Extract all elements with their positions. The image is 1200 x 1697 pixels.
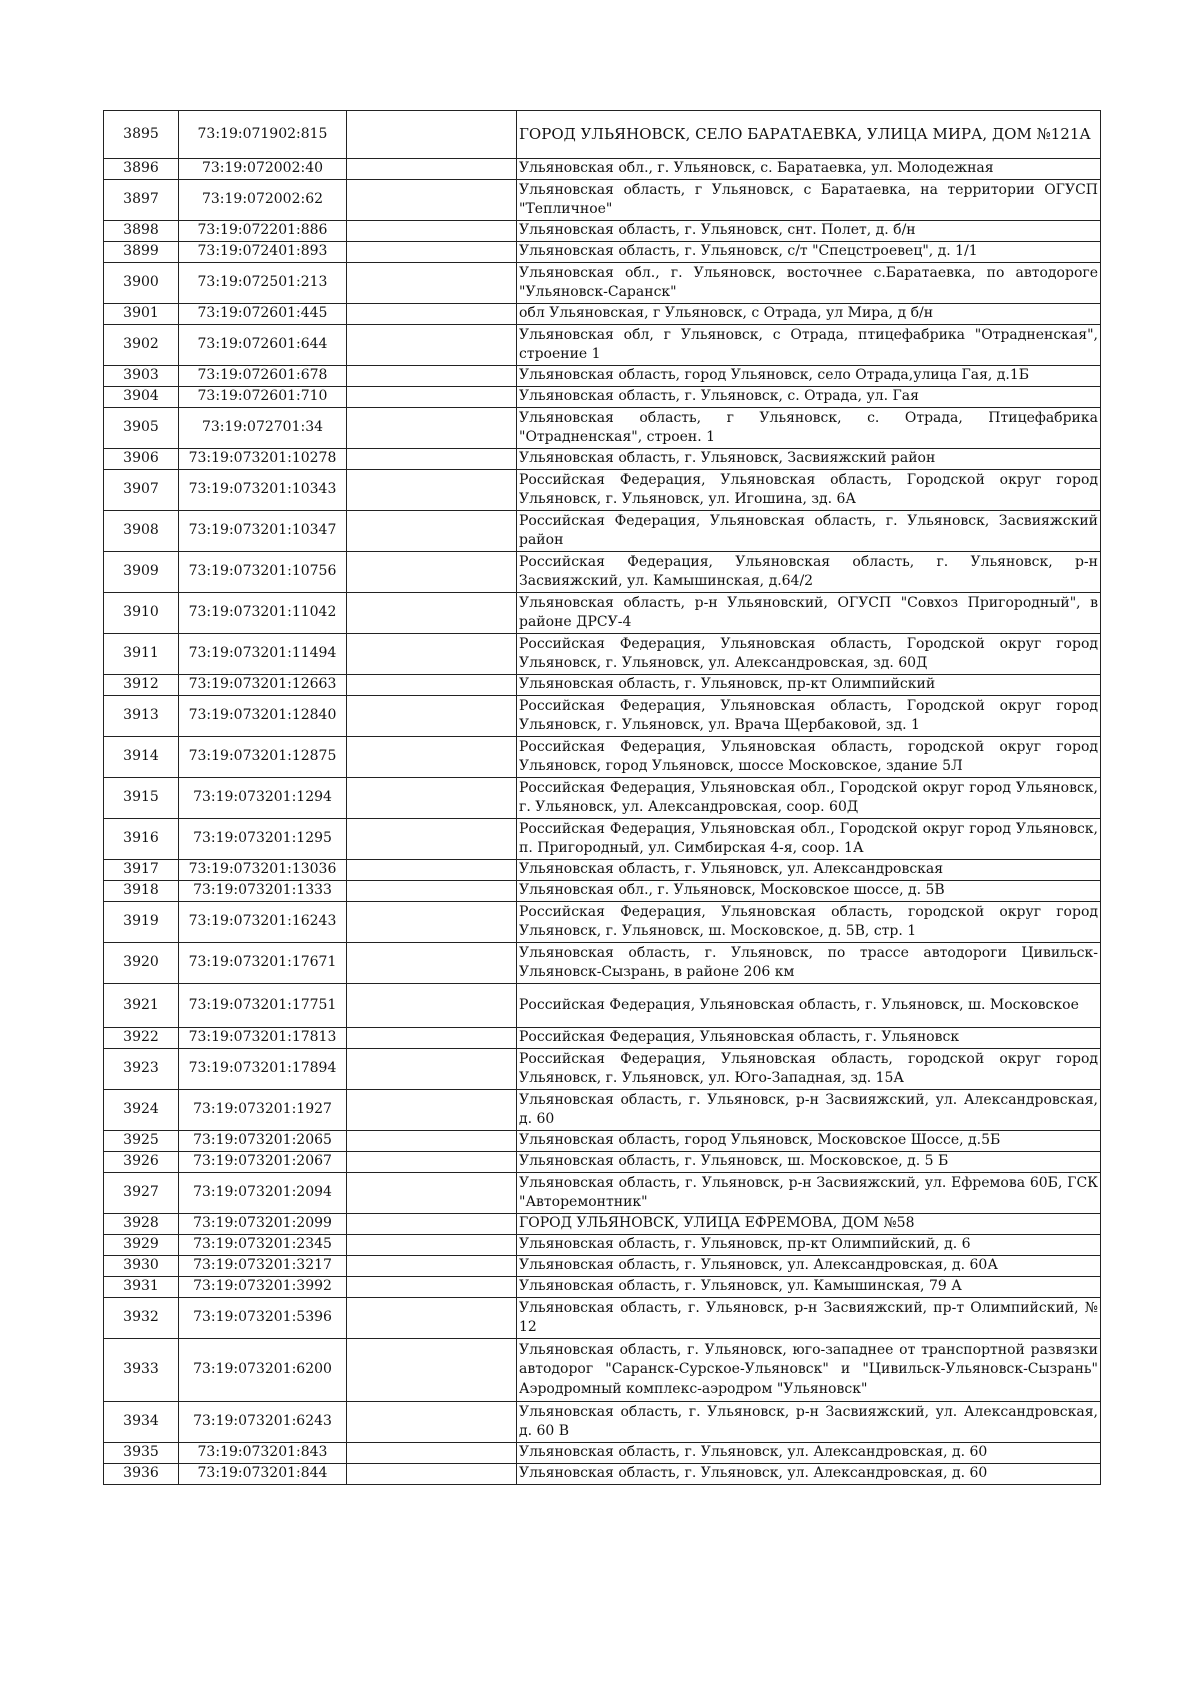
table-row <box>104 1152 1101 1173</box>
empty-cell <box>347 304 517 325</box>
address: Ульяновская область, г. Ульяновск, с/т "Спецстроевец", д. 1/1 <box>517 242 1101 263</box>
row-number: 3936 <box>104 1464 179 1485</box>
table-row <box>104 449 1101 470</box>
empty-cell <box>347 593 517 634</box>
table-row <box>104 408 1101 449</box>
cadastral-number: 73:19:072002:40 <box>179 159 347 180</box>
empty-cell <box>347 902 517 943</box>
cadastral-number: 73:19:073201:1333 <box>179 881 347 902</box>
empty-cell <box>347 1131 517 1152</box>
row-number: 3908 <box>104 511 179 552</box>
address: Ульяновская область, город Ульяновск, село Отрада,улица Гая, д.1Б <box>517 366 1101 387</box>
cadastral-number: 73:19:072701:34 <box>179 408 347 449</box>
empty-cell <box>347 408 517 449</box>
empty-cell <box>347 511 517 552</box>
table-row <box>104 634 1101 675</box>
row-number: 3933 <box>104 1339 179 1402</box>
row-number: 3930 <box>104 1256 179 1277</box>
cadastral-number: 73:19:073201:10343 <box>179 470 347 511</box>
address: Российская Федерация, Ульяновская обл., Городской округ город Ульяновск, п. Пригородный, ул. Симбирская 4-я, соор. 1А <box>517 819 1101 860</box>
empty-cell <box>347 737 517 778</box>
address: Ульяновская область, г. Ульяновск, ул. Камышинская, 79 А <box>517 1277 1101 1298</box>
address: Российская Федерация, Ульяновская область, г. Ульяновск, Засвияжский район <box>517 511 1101 552</box>
empty-cell <box>347 221 517 242</box>
address: Ульяновская область, г. Ульяновск, р-н Засвияжский, ул. Александровская, д. 60 В <box>517 1402 1101 1443</box>
table-body <box>104 111 1101 1485</box>
table-row <box>104 943 1101 984</box>
table-row <box>104 1277 1101 1298</box>
row-number: 3897 <box>104 180 179 221</box>
address: Российская Федерация, Ульяновская область, г. Ульяновск <box>517 1028 1101 1049</box>
cadastral-number: 73:19:073201:10347 <box>179 511 347 552</box>
land-registry-table <box>103 110 1101 1485</box>
address: ГОРОД УЛЬЯНОВСК, СЕЛО БАРАТАЕВКА, УЛИЦА МИРА, ДОМ №121А <box>517 111 1101 159</box>
cadastral-number: 73:19:071902:815 <box>179 111 347 159</box>
row-number: 3910 <box>104 593 179 634</box>
row-number: 3912 <box>104 675 179 696</box>
cadastral-number: 73:19:073201:17813 <box>179 1028 347 1049</box>
row-number: 3915 <box>104 778 179 819</box>
table-row <box>104 1235 1101 1256</box>
empty-cell <box>347 1235 517 1256</box>
empty-cell <box>347 242 517 263</box>
table-row <box>104 737 1101 778</box>
empty-cell <box>347 366 517 387</box>
table-row <box>104 387 1101 408</box>
address: Российская Федерация, Ульяновская область, Городской округ город Ульяновск, г. Ульяновск, ул. Игошина, зд. 6А <box>517 470 1101 511</box>
row-number: 3925 <box>104 1131 179 1152</box>
empty-cell <box>347 387 517 408</box>
cadastral-number: 73:19:072601:644 <box>179 325 347 366</box>
address: Ульяновская область, г. Ульяновск, ул. Александровская, д. 60 <box>517 1464 1101 1485</box>
empty-cell <box>347 675 517 696</box>
table-row <box>104 1131 1101 1152</box>
table-row <box>104 902 1101 943</box>
table-row <box>104 1256 1101 1277</box>
empty-cell <box>347 819 517 860</box>
address: Ульяновская область, г. Ульяновск, р-н Засвияжский, ул. Александровская, д. 60 <box>517 1090 1101 1131</box>
row-number: 3922 <box>104 1028 179 1049</box>
cadastral-number: 73:19:072401:893 <box>179 242 347 263</box>
empty-cell <box>347 634 517 675</box>
table-row <box>104 819 1101 860</box>
cadastral-number: 73:19:073201:17894 <box>179 1049 347 1090</box>
address: Ульяновская область, г. Ульяновск, р-н Засвияжский, пр-т Олимпийский, № 12 <box>517 1298 1101 1339</box>
row-number: 3923 <box>104 1049 179 1090</box>
table-row <box>104 1339 1101 1402</box>
row-number: 3907 <box>104 470 179 511</box>
empty-cell <box>347 552 517 593</box>
table-row <box>104 696 1101 737</box>
table-row <box>104 675 1101 696</box>
table-row <box>104 1402 1101 1443</box>
address: Ульяновская область, г. Ульяновск, по трассе автодороги Цивильск-Ульяновск-Сызрань, в районе 206 км <box>517 943 1101 984</box>
row-number: 3913 <box>104 696 179 737</box>
address: Ульяновская обл, г Ульяновск, с Отрада, птицефабрика "Отрадненская", строение 1 <box>517 325 1101 366</box>
address: Ульяновская область, г Ульяновск, с Баратаевка, на территории ОГУСП "Тепличное" <box>517 180 1101 221</box>
empty-cell <box>347 111 517 159</box>
empty-cell <box>347 1443 517 1464</box>
table-row <box>104 180 1101 221</box>
cadastral-number: 73:19:073201:11494 <box>179 634 347 675</box>
address: Ульяновская область, г. Ульяновск, ул. Александровская, д. 60А <box>517 1256 1101 1277</box>
row-number: 3896 <box>104 159 179 180</box>
row-number: 3919 <box>104 902 179 943</box>
address: Ульяновская область, г. Ульяновск, пр-кт Олимпийский, д. 6 <box>517 1235 1101 1256</box>
row-number: 3917 <box>104 860 179 881</box>
table-row <box>104 1090 1101 1131</box>
table-row <box>104 242 1101 263</box>
row-number: 3918 <box>104 881 179 902</box>
table-row <box>104 1464 1101 1485</box>
address: Российская Федерация, Ульяновская область, городской округ город Ульяновск, г. Ульяновск, ш. Московское, д. 5В, стр. 1 <box>517 902 1101 943</box>
cadastral-number: 73:19:073201:2094 <box>179 1173 347 1214</box>
address: Ульяновская область, г. Ульяновск, ул. Александровская, д. 60 <box>517 1443 1101 1464</box>
table-row <box>104 881 1101 902</box>
address: ГОРОД УЛЬЯНОВСК, УЛИЦА ЕФРЕМОВА, ДОМ №58 <box>517 1214 1101 1235</box>
row-number: 3924 <box>104 1090 179 1131</box>
table-row <box>104 1214 1101 1235</box>
address: Ульяновская область, г. Ульяновск, ш. Московское, д. 5 Б <box>517 1152 1101 1173</box>
row-number: 3909 <box>104 552 179 593</box>
empty-cell <box>347 881 517 902</box>
empty-cell <box>347 1090 517 1131</box>
row-number: 3934 <box>104 1402 179 1443</box>
cadastral-number: 73:19:073201:12663 <box>179 675 347 696</box>
row-number: 3920 <box>104 943 179 984</box>
address: Ульяновская область, г. Ульяновск, юго-западнее от транспортной развязки автодорог "Саранск-Сурское-Ульяновск" и "Цивильск-Ульяновск-Сызрань" Аэродромный комплекс-аэродром "Ульяновск" <box>517 1339 1101 1402</box>
cadastral-number: 73:19:073201:12840 <box>179 696 347 737</box>
cadastral-number: 73:19:073201:6200 <box>179 1339 347 1402</box>
address: Ульяновская обл., г. Ульяновск, восточнее с.Баратаевка, по автодороге "Ульяновск-Саранск" <box>517 263 1101 304</box>
empty-cell <box>347 1028 517 1049</box>
row-number: 3906 <box>104 449 179 470</box>
address: Ульяновская область, г. Ульяновск, снт. Полет, д. б/н <box>517 221 1101 242</box>
address: Российская Федерация, Ульяновская область, г. Ульяновск, р-н Засвияжский, ул. Камышинская, д.64/2 <box>517 552 1101 593</box>
cadastral-number: 73:19:072601:710 <box>179 387 347 408</box>
cadastral-number: 73:19:073201:3217 <box>179 1256 347 1277</box>
empty-cell <box>347 696 517 737</box>
empty-cell <box>347 1402 517 1443</box>
row-number: 3916 <box>104 819 179 860</box>
table-row <box>104 1443 1101 1464</box>
table-row <box>104 111 1101 159</box>
table-row <box>104 1028 1101 1049</box>
row-number: 3901 <box>104 304 179 325</box>
table-row <box>104 366 1101 387</box>
empty-cell <box>347 1214 517 1235</box>
address: Ульяновская область, р-н Ульяновский, ОГУСП "Совхоз Пригородный", в районе ДРСУ-4 <box>517 593 1101 634</box>
table-row <box>104 304 1101 325</box>
cadastral-number: 73:19:073201:844 <box>179 1464 347 1485</box>
row-number: 3903 <box>104 366 179 387</box>
row-number: 3902 <box>104 325 179 366</box>
empty-cell <box>347 984 517 1028</box>
address: Ульяновская обл., г. Ульяновск, Московское шоссе, д. 5В <box>517 881 1101 902</box>
row-number: 3931 <box>104 1277 179 1298</box>
cadastral-number: 73:19:073201:1294 <box>179 778 347 819</box>
address: Российская Федерация, Ульяновская область, городской округ город Ульяновск, город Ульяновск, шоссе Московское, здание 5Л <box>517 737 1101 778</box>
address: Ульяновская область, г. Ульяновск, с. Отрада, ул. Гая <box>517 387 1101 408</box>
empty-cell <box>347 1277 517 1298</box>
cadastral-number: 73:19:073201:17671 <box>179 943 347 984</box>
address: Ульяновская область, г Ульяновск, с. Отрада, Птицефабрика "Отрадненская", строен. 1 <box>517 408 1101 449</box>
empty-cell <box>347 778 517 819</box>
cadastral-number: 73:19:073201:2099 <box>179 1214 347 1235</box>
row-number: 3926 <box>104 1152 179 1173</box>
address: Российская Федерация, Ульяновская область, городской округ город Ульяновск, г. Ульяновск, ул. Юго-Западная, зд. 15А <box>517 1049 1101 1090</box>
table-row <box>104 325 1101 366</box>
empty-cell <box>347 1049 517 1090</box>
empty-cell <box>347 1464 517 1485</box>
table-row <box>104 511 1101 552</box>
cadastral-number: 73:19:073201:2065 <box>179 1131 347 1152</box>
row-number: 3927 <box>104 1173 179 1214</box>
empty-cell <box>347 1298 517 1339</box>
row-number: 3904 <box>104 387 179 408</box>
table-row <box>104 221 1101 242</box>
row-number: 3914 <box>104 737 179 778</box>
cadastral-number: 73:19:073201:2345 <box>179 1235 347 1256</box>
row-number: 3899 <box>104 242 179 263</box>
cadastral-number: 73:19:073201:5396 <box>179 1298 347 1339</box>
row-number: 3921 <box>104 984 179 1028</box>
cadastral-number: 73:19:073201:12875 <box>179 737 347 778</box>
address: Ульяновская область, г. Ульяновск, Засвияжский район <box>517 449 1101 470</box>
cadastral-number: 73:19:073201:16243 <box>179 902 347 943</box>
row-number: 3911 <box>104 634 179 675</box>
cadastral-number: 73:19:073201:6243 <box>179 1402 347 1443</box>
row-number: 3905 <box>104 408 179 449</box>
cadastral-number: 73:19:073201:17751 <box>179 984 347 1028</box>
table-row <box>104 593 1101 634</box>
address: Ульяновская область, город Ульяновск, Московское Шоссе, д.5Б <box>517 1131 1101 1152</box>
table-row <box>104 159 1101 180</box>
address: Ульяновская область, г. Ульяновск, р-н Засвияжский, ул. Ефремова 60Б, ГСК "Авторемонтник" <box>517 1173 1101 1214</box>
table-row <box>104 1173 1101 1214</box>
row-number: 3932 <box>104 1298 179 1339</box>
empty-cell <box>347 159 517 180</box>
empty-cell <box>347 180 517 221</box>
empty-cell <box>347 263 517 304</box>
table-row <box>104 470 1101 511</box>
table-row <box>104 263 1101 304</box>
table-row <box>104 778 1101 819</box>
row-number: 3929 <box>104 1235 179 1256</box>
cadastral-number: 73:19:073201:10756 <box>179 552 347 593</box>
address: Российская Федерация, Ульяновская область, Городской округ город Ульяновск, г. Ульяновск, ул. Александровская, зд. 60Д <box>517 634 1101 675</box>
empty-cell <box>347 470 517 511</box>
cadastral-number: 73:19:073201:1927 <box>179 1090 347 1131</box>
table-row <box>104 1049 1101 1090</box>
table-row <box>104 984 1101 1028</box>
address: Ульяновская область, г. Ульяновск, ул. Александровская <box>517 860 1101 881</box>
address: Ульяновская обл., г. Ульяновск, с. Баратаевка, ул. Молодежная <box>517 159 1101 180</box>
cadastral-number: 73:19:073201:2067 <box>179 1152 347 1173</box>
table-row <box>104 1298 1101 1339</box>
empty-cell <box>347 1173 517 1214</box>
row-number: 3895 <box>104 111 179 159</box>
empty-cell <box>347 1152 517 1173</box>
row-number: 3900 <box>104 263 179 304</box>
cadastral-number: 73:19:072501:213 <box>179 263 347 304</box>
row-number: 3928 <box>104 1214 179 1235</box>
cadastral-number: 73:19:072201:886 <box>179 221 347 242</box>
row-number: 3898 <box>104 221 179 242</box>
table-row <box>104 860 1101 881</box>
cadastral-number: 73:19:072002:62 <box>179 180 347 221</box>
cadastral-number: 73:19:073201:1295 <box>179 819 347 860</box>
address: Ульяновская область, г. Ульяновск, пр-кт Олимпийский <box>517 675 1101 696</box>
address: Российская Федерация, Ульяновская область, г. Ульяновск, ш. Московское <box>517 984 1101 1028</box>
empty-cell <box>347 860 517 881</box>
cadastral-number: 73:19:073201:11042 <box>179 593 347 634</box>
cadastral-number: 73:19:072601:445 <box>179 304 347 325</box>
empty-cell <box>347 1339 517 1402</box>
row-number: 3935 <box>104 1443 179 1464</box>
cadastral-number: 73:19:072601:678 <box>179 366 347 387</box>
cadastral-number: 73:19:073201:3992 <box>179 1277 347 1298</box>
table-row <box>104 552 1101 593</box>
cadastral-number: 73:19:073201:13036 <box>179 860 347 881</box>
cadastral-number: 73:19:073201:10278 <box>179 449 347 470</box>
address: обл Ульяновская, г Ульяновск, с Отрада, ул Мира, д б/н <box>517 304 1101 325</box>
address: Российская Федерация, Ульяновская обл., Городской округ город Ульяновск, г. Ульяновск, ул. Александровская, соор. 60Д <box>517 778 1101 819</box>
empty-cell <box>347 1256 517 1277</box>
cadastral-number: 73:19:073201:843 <box>179 1443 347 1464</box>
empty-cell <box>347 449 517 470</box>
empty-cell <box>347 325 517 366</box>
empty-cell <box>347 943 517 984</box>
address: Российская Федерация, Ульяновская область, Городской округ город Ульяновск, г. Ульяновск, ул. Врача Щербаковой, зд. 1 <box>517 696 1101 737</box>
